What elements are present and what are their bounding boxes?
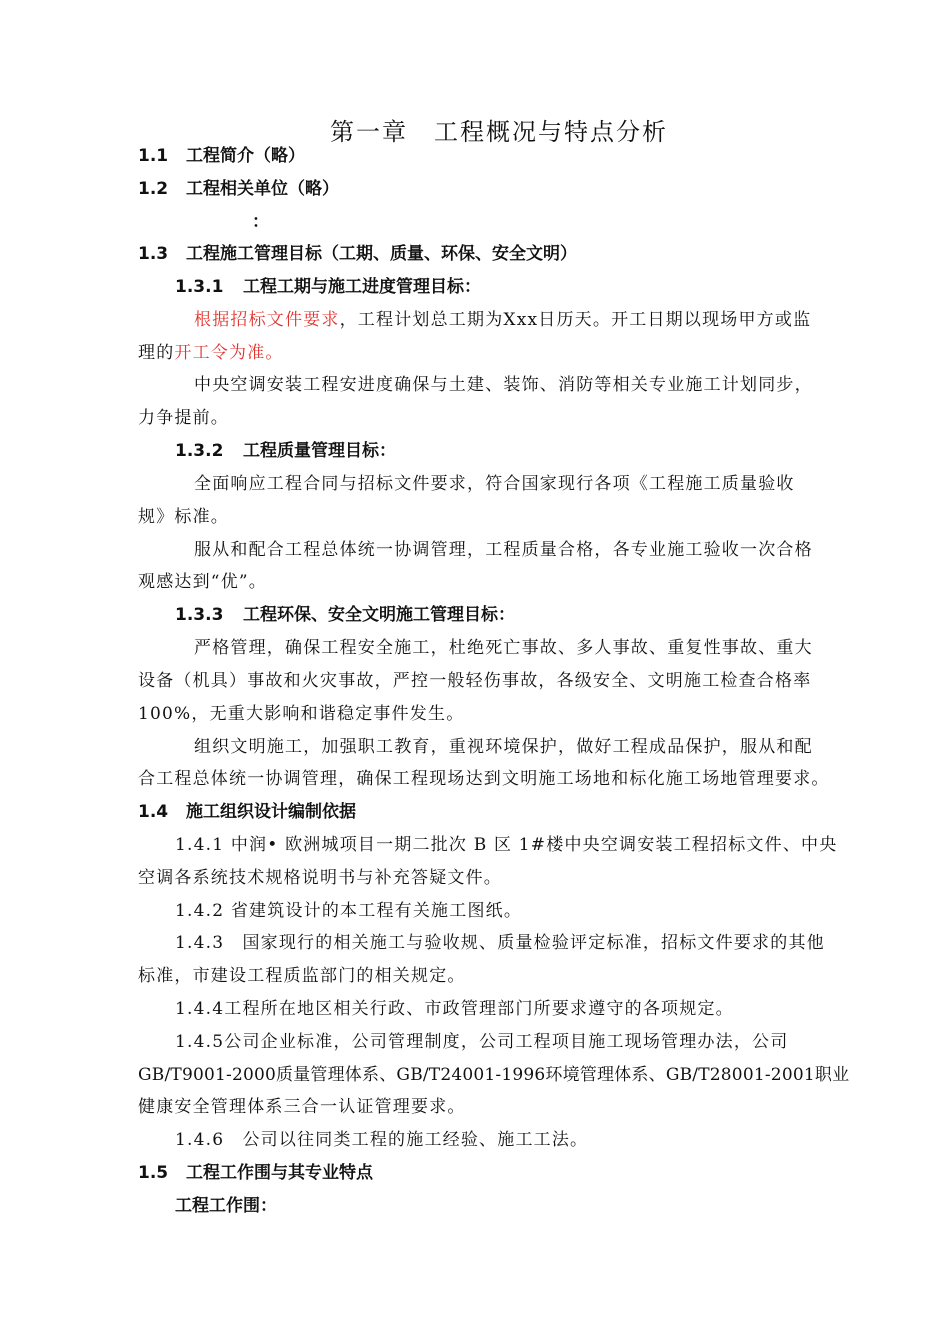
paragraph-quality-line2: 规》标准。 (138, 507, 229, 527)
item-1-4-4: 1.4.4工程所在地区相关行政、市政管理部门所要求遵守的各项规定。 (175, 999, 734, 1019)
paragraph-schedule-line2: 理的开工令为准。 (138, 343, 284, 363)
chapter-name: 工程概况与特点分析 (434, 118, 668, 146)
section-1-2-heading: 1.2 工程相关单位（略） (138, 179, 339, 199)
section-1-4-heading: 1.4 施工组织设计编制依据 (138, 802, 356, 822)
highlight-tender-requirement: 根据招标文件要求 (194, 310, 340, 330)
section-1-1-heading: 1.1 工程简介（略） (138, 146, 305, 166)
paragraph-safety-line1: 严格管理，确保工程安全施工，杜绝死亡事故、多人事故、重复性事故、重大 (194, 638, 813, 658)
paragraph-safety-line3: 100%，无重大影响和谐稳定事件发生。 (138, 704, 465, 724)
section-1-3-2-heading: 1.3.2 工程质量管理目标： (175, 441, 396, 461)
highlight-start-order: 开工令为准。 (174, 343, 284, 363)
section-1-5-subheading: 工程工作围： (175, 1196, 277, 1216)
chapter-title (0, 112, 950, 147)
paragraph-coordination-line2: 观感达到“优”。 (138, 572, 267, 592)
item-1-4-5-line1: 1.4.5公司企业标准，公司管理制度，公司工程项目施工现场管理办法，公司 (175, 1032, 789, 1052)
paragraph-schedule-line1: 根据招标文件要求，工程计划总工期为Xxx日历天。开工日期以现场甲方或监 (194, 310, 812, 330)
item-1-4-5-line2: GB/T9001-2000质量管理体系、GB/T24001-1996环境管理体系、GB/T28001-2001职业 (138, 1065, 850, 1085)
paragraph-coordination-line1: 服从和配合工程总体统一协调管理，工程质量合格，各专业施工验收一次合格 (194, 540, 813, 560)
item-1-4-1-line2: 空调各系统技术规格说明书与补充答疑文件。 (138, 868, 502, 888)
section-1-3-heading: 1.3 工程施工管理目标（工期、质量、环保、安全文明） (138, 244, 577, 264)
stray-colon: ： (252, 212, 269, 232)
paragraph-progress-line1: 中央空调安装工程安进度确保与土建、装饰、消防等相关专业施工计划同步， (194, 375, 813, 395)
paragraph-civilized-line1: 组织文明施工，加强职工教育，重视环境保护，做好工程成品保护，服从和配 (194, 737, 813, 757)
section-1-3-3-heading: 1.3.3 工程环保、安全文明施工管理目标： (175, 605, 515, 625)
item-1-4-1-line1: 1.4.1 中润• 欧洲城项目一期二批次 B 区 1#楼中央空调安装工程招标文件、中央 (175, 835, 838, 855)
item-1-4-6: 1.4.6 公司以往同类工程的施工经验、施工工法。 (175, 1130, 589, 1150)
section-1-3-1-heading: 1.3.1 工程工期与施工进度管理目标： (175, 277, 481, 297)
item-1-4-5-line3: 健康安全管理体系三合一认证管理要求。 (138, 1097, 466, 1117)
paragraph-progress-line2: 力争提前。 (138, 408, 229, 428)
paragraph-civilized-line2: 合工程总体统一协调管理，确保工程现场达到文明施工场地和标化施工场地管理要求。 (138, 769, 830, 789)
item-1-4-3-line1: 1.4.3 国家现行的相关施工与验收规、质量检验评定标准，招标文件要求的其他 (175, 933, 825, 953)
section-1-5-heading: 1.5 工程工作围与其专业特点 (138, 1163, 373, 1183)
chapter-number: 第一章 (330, 118, 408, 146)
item-1-4-2: 1.4.2 省建筑设计的本工程有关施工图纸。 (175, 901, 523, 921)
paragraph-quality-line1: 全面响应工程合同与招标文件要求，符合国家现行各项《工程施工质量验收 (194, 474, 795, 494)
item-1-4-3-line2: 标准，市建设工程质监部门的相关规定。 (138, 966, 466, 986)
paragraph-safety-line2: 设备（机具）事故和火灾事故，严控一般轻伤事故，各级安全、文明施工检查合格率 (138, 671, 812, 691)
